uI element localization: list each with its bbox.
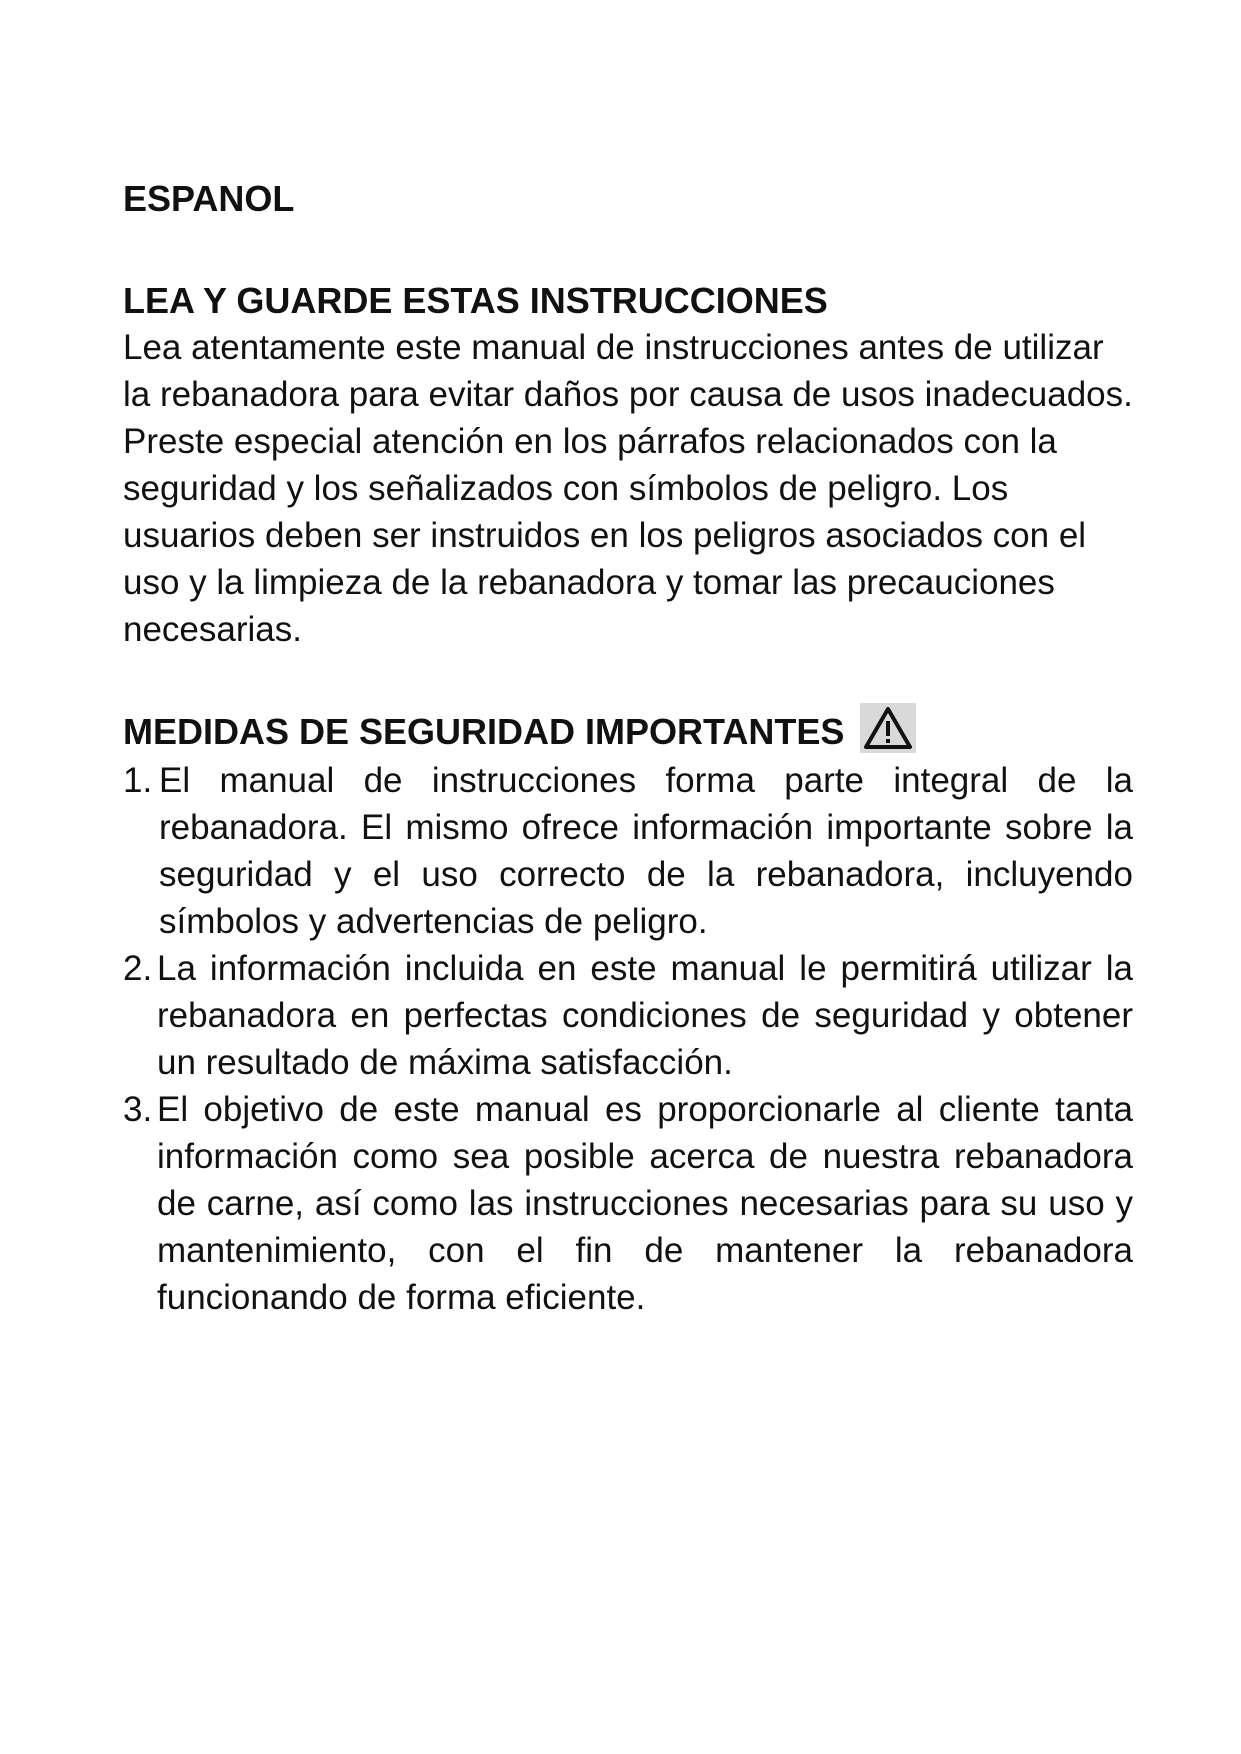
safety-title-row — [123, 707, 1133, 757]
intro-paragraph: Lea atentamente este manual de instrucciones antes de utilizar la rebanadora para evitar daños por causa de usos inadecuados. Preste especial atención en los párrafos relacionados con la seguridad y los señalizados con símbolos de peligro. Los usuarios deben ser instruidos en los peligros asociados con el uso y la limpieza de la rebanadora y tomar las precauciones necesarias. — [123, 328, 1133, 649]
safety-item-text: El objetivo de este manual es proporcionarle al cliente tanta información como sea posible acerca de nuestra rebanadora de carne, así como las instrucciones necesarias para su uso y mantenimiento, con el fin de mantener la rebanadora funcionando de forma eficiente. — [157, 1090, 1133, 1317]
safety-item — [123, 1086, 1133, 1321]
manual-page — [123, 176, 1133, 1321]
safety-item-number: 2. — [123, 949, 153, 988]
intro-title: LEA Y GUARDE ESTAS INSTRUCCIONES — [123, 280, 828, 321]
warning-triangle-icon — [860, 703, 916, 753]
safety-item-number: 1. — [123, 761, 153, 800]
safety-list — [123, 757, 1133, 1321]
safety-section — [123, 707, 1133, 1321]
safety-title: MEDIDAS DE SEGURIDAD IMPORTANTES — [123, 711, 845, 752]
safety-item — [123, 757, 1133, 945]
safety-item-text: La información incluida en este manual le permitirá utilizar la rebanadora en perfectas condiciones de seguridad y obtener un resultado de máxima satisfacción. — [157, 949, 1133, 1082]
safety-item-text: El manual de instrucciones forma parte integral de la rebanadora. El mismo ofrece información importante sobre la seguridad y el uso correcto de la rebanadora, incluyendo símbolos y advertencias de peligro. — [159, 761, 1133, 941]
safety-item-number: 3. — [123, 1090, 153, 1129]
language-heading: ESPANOL — [123, 178, 295, 219]
safety-item — [123, 945, 1133, 1086]
intro-section — [123, 278, 1133, 653]
